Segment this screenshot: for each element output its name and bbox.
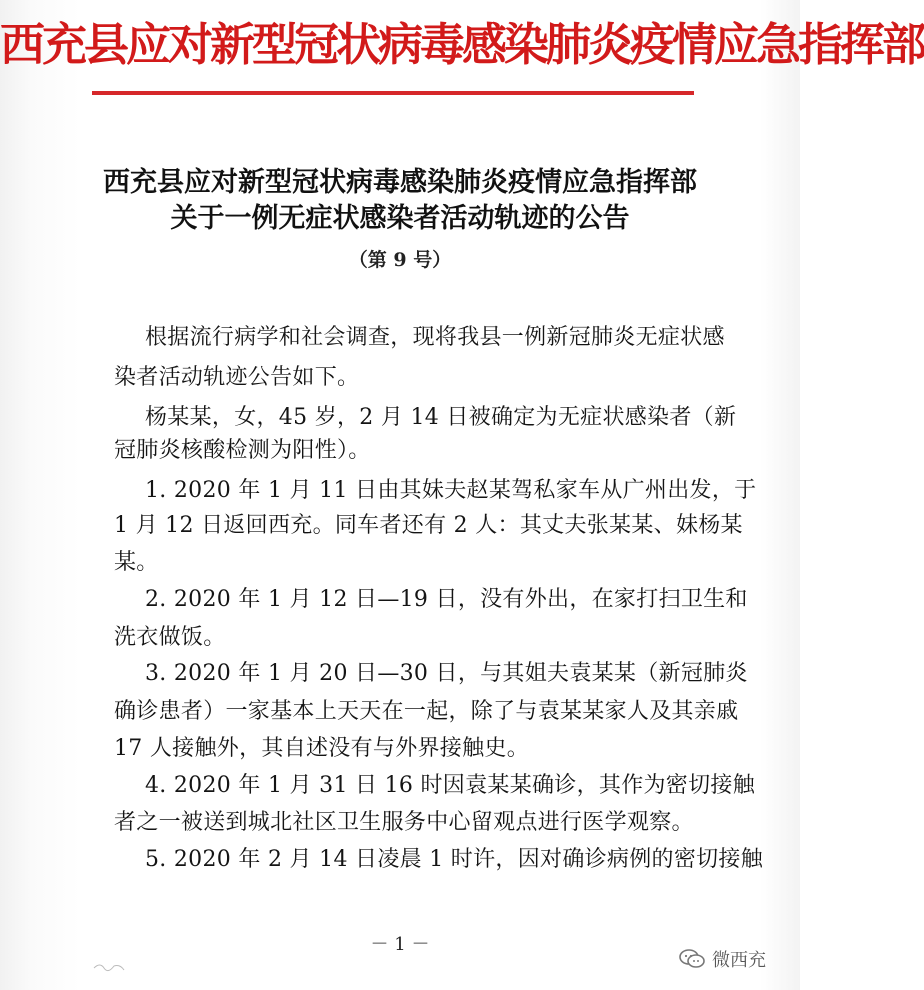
body-line: 杨某某，女，45 岁，2 月 14 日被确定为无症状感染者（新 (145, 405, 737, 430)
document-title-line2: 关于一例无症状感染者活动轨迹的公告 (170, 203, 630, 234)
document-title-line1: 西充县应对新型冠状病毒感染肺炎疫情应急指挥部 (103, 167, 697, 198)
red-divider-rule (92, 91, 694, 95)
org-header-title: 西充县应对新型冠状病毒感染肺炎疫情应急指挥部 (0, 18, 924, 71)
body-line: 冠肺炎核酸检测为阳性）。 (114, 438, 371, 463)
wechat-icon (678, 948, 706, 970)
page-number: － 1 － (370, 934, 430, 955)
body-line: 根据流行病学和社会调查，现将我县一例新冠肺炎无症状感 (145, 325, 725, 350)
body-line: 者之一被送到城北社区卫生服务中心留观点进行医学观察。 (114, 810, 694, 835)
body-line: 确诊患者）一家基本上天天在一起，除了与袁某某家人及其亲戚 (114, 699, 739, 724)
body-line: 1 月 12 日返回西充。同车者还有 2 人：其丈夫张某某、妹杨某 (114, 513, 743, 538)
body-line: 某。 (114, 550, 159, 575)
body-line: 洗衣做饭。 (114, 625, 226, 650)
body-line: 17 人接触外，其自述没有与外界接触史。 (114, 736, 529, 761)
body-line: 染者活动轨迹公告如下。 (114, 365, 360, 390)
document-number: （第 9 号） (348, 249, 452, 271)
body-line: 4. 2020 年 1 月 31 日 16 时因袁某某确诊，其作为密切接触 (145, 773, 756, 798)
watermark-text: 微西充 (712, 950, 766, 971)
pen-mark-scribble (92, 958, 126, 974)
body-line: 5. 2020 年 2 月 14 日凌晨 1 时许，因对确诊病例的密切接触 (145, 847, 764, 872)
body-line: 3. 2020 年 1 月 20 日—30 日，与其姐夫袁某某（新冠肺炎 (145, 661, 748, 686)
account-watermark (678, 946, 766, 972)
body-line: 2. 2020 年 1 月 12 日—19 日，没有外出，在家打扫卫生和 (145, 587, 748, 612)
body-line: 1. 2020 年 1 月 11 日由其妹夫赵某驾私家车从广州出发，于 (145, 478, 757, 503)
